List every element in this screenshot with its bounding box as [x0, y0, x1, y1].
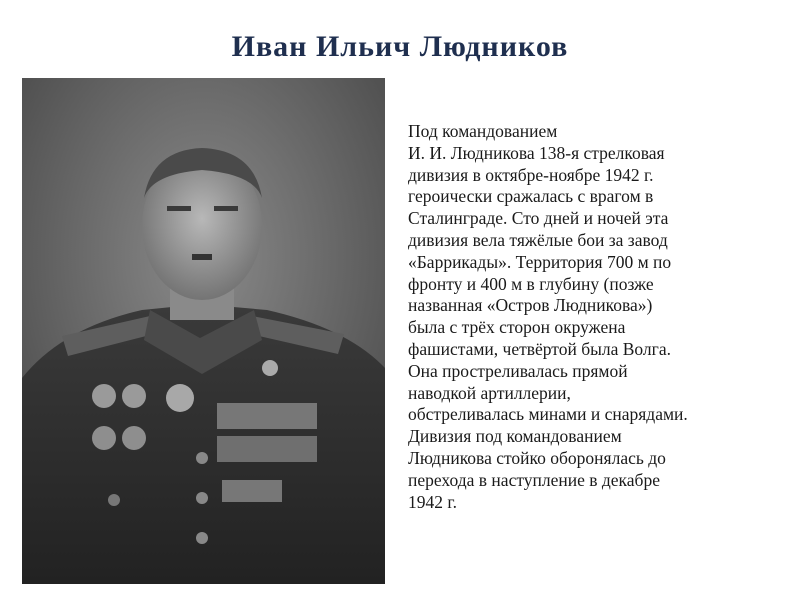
portrait-illustration	[22, 78, 385, 584]
slide-title: Иван Ильич Людников	[231, 30, 569, 63]
body-text: Под командованием И. И. Людникова 138-я стрелковая дивизия в октябре-ноябре 1942 г. героически сражалась с врагом в Сталинграде. Сто дней и ночей эта дивизия вела тяжёлые бои за завод «Баррикады». Территория 700 м по фронту и 400 м в глубину (позже названная «Остров Людникова») была с трёх сторон окружена фашистами, четвёртой была Волга. Она простреливалась прямой наводкой артиллерии, обстреливалась минами и снарядами. Дивизия под командованием Людникова стойко оборонялась до перехода в наступление в декабре 1942 г.	[408, 121, 688, 512]
portrait-photo	[22, 78, 385, 584]
